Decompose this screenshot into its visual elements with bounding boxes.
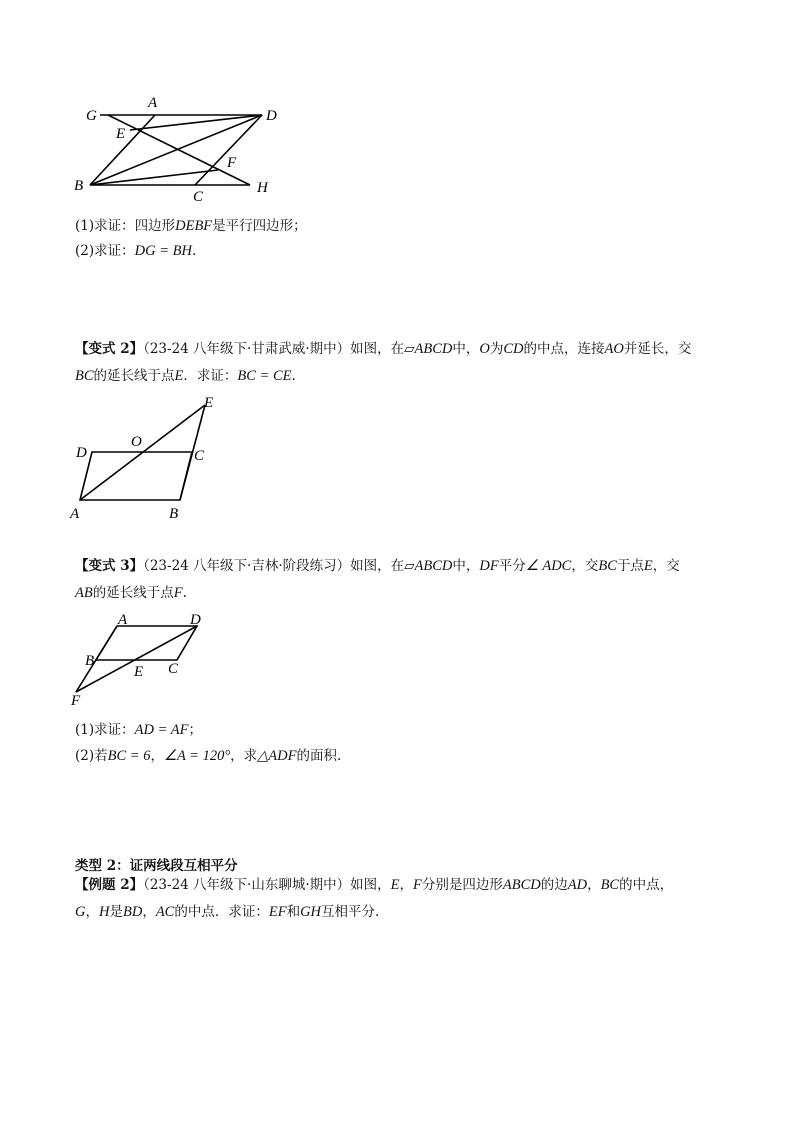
label-c: C	[193, 189, 204, 205]
label-b: B	[74, 178, 84, 194]
label-h: H	[257, 180, 268, 196]
label-c: C	[168, 661, 179, 677]
label-f: F	[71, 693, 81, 709]
question-1-1: (1)求证：四边形DEBF是平行四边形；	[75, 218, 307, 234]
label-o: O	[131, 434, 142, 450]
label-e: E	[204, 395, 214, 411]
label-b: B	[85, 653, 95, 669]
label-e: E	[116, 126, 126, 142]
label-e: E	[134, 664, 144, 680]
variant-3-line-1: 【变式 3】（23-24 八年级下·吉林·阶段练习）如图，在▱ABCD中，DF平分∠ ADC，交BC于点E，交	[75, 558, 680, 574]
variant-3-line-2: AB的延长线于点F.	[75, 585, 187, 601]
label-b: B	[169, 506, 179, 522]
question-1-2: (2)求证：DG = BH.	[75, 243, 197, 259]
label-c: C	[194, 448, 205, 464]
label-a: A	[70, 506, 80, 522]
example-2-line-1: 【例题 2】（23-24 八年级下·山东聊城·期中）如图，E，F分别是四边形ABCD的边AD，BC的中点，	[75, 877, 674, 893]
label-d: D	[266, 108, 277, 124]
label-a: A	[118, 612, 128, 628]
figure-2	[65, 390, 235, 525]
question-3-1: (1)求证：AD = AF；	[75, 722, 202, 738]
variant-2-line-2: BC的延长线于点E．求证：BC = CE.	[75, 368, 296, 384]
section-title-type-2: 类型 2：证两线段互相平分	[75, 858, 238, 874]
label-f: F	[227, 155, 237, 171]
label-a: A	[148, 95, 158, 111]
label-g: G	[86, 108, 97, 124]
label-d: D	[76, 445, 87, 461]
label-d: D	[190, 612, 201, 628]
variant-2-line-1: 【变式 2】（23-24 八年级下·甘肃武威·期中）如图，在▱ABCD中，O为CD的中点，连接AO并延长，交	[75, 341, 692, 357]
example-2-line-2: G，H是BD，AC的中点．求证：EF和GH互相平分.	[75, 904, 380, 920]
question-3-2: (2)若BC = 6，∠A = 120°，求△ADF的面积.	[75, 748, 342, 764]
figure-1	[70, 90, 310, 205]
figure-3	[65, 605, 215, 710]
